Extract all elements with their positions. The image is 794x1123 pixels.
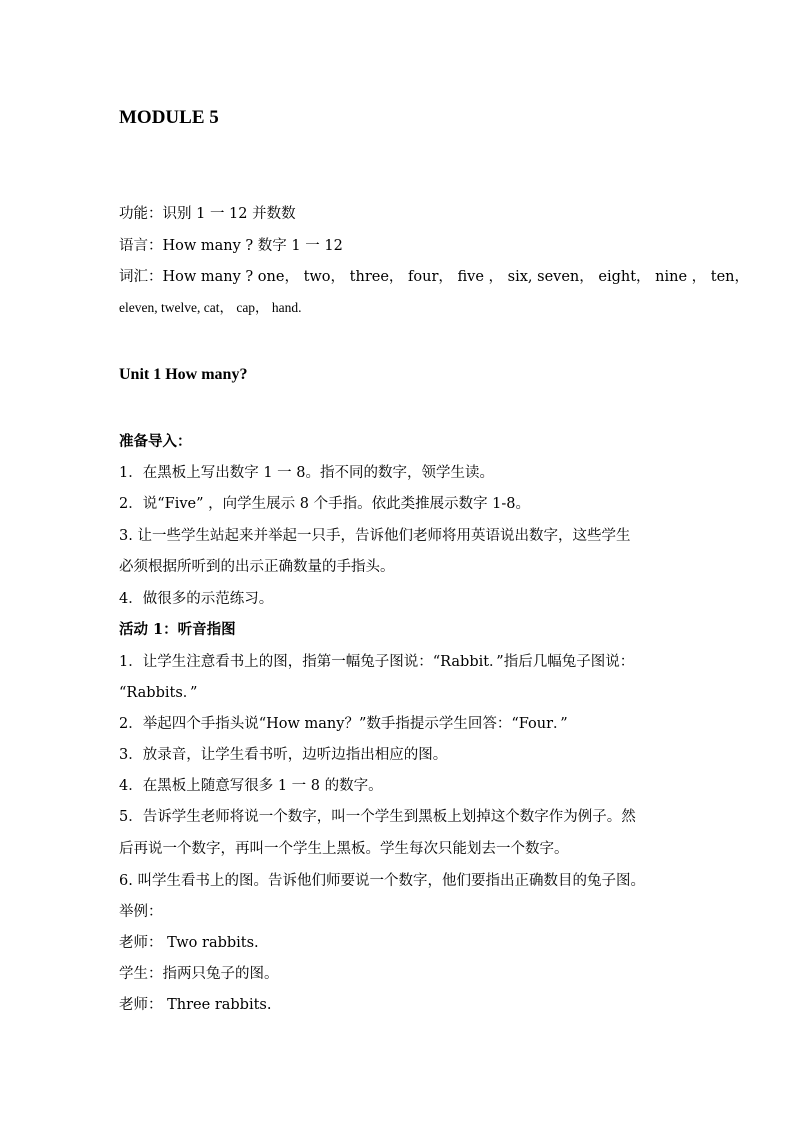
activity1-item: 6. 叫学生看书上的图。告诉他们师要说一个数字，他们要指出正确数目的兔子图。: [119, 873, 645, 889]
activity1-item: 3．放录音，让学生看书听，边听边指出相应的图。: [119, 747, 448, 763]
meta-vocab-line2: eleven, twelve, cat， cap， hand.: [119, 300, 302, 315]
prep-item: 4．做很多的示范练习。: [119, 591, 274, 607]
activity1-item: 老师： Two rabbits.: [119, 935, 259, 951]
meta-vocab-line1: 词汇：How many ? one， two， three， four， five ， six, seven， eight， nine ， ten，: [119, 269, 750, 285]
prep-heading: 准备导入：: [119, 433, 192, 450]
activity1-item: 举例：: [119, 904, 163, 920]
activity1-item: 学生：指两只兔子的图。: [119, 966, 279, 982]
meta-function: 功能：识别 1 一 12 并数数: [119, 206, 296, 222]
prep-item: 2．说“Five” ，向学生展示 8 个手指。依此类推展示数字 1-8。: [119, 496, 531, 512]
module-title: MODULE 5: [119, 107, 219, 128]
activity1-item: 5．告诉学生老师将说一个数字，叫一个学生到黑板上划掉这个数字作为例子。然: [119, 809, 636, 825]
activity1-item: “Rabbits．”: [119, 685, 198, 701]
meta-language: 语言：How many ? 数字 1 一 12: [119, 238, 343, 254]
activity1-heading: 活动 1：听音指图: [119, 621, 236, 638]
unit-title: Unit 1 How many?: [119, 366, 248, 383]
activity1-item: 2．举起四个手指头说“How many？”数手指提示学生回答：“Four．”: [119, 716, 568, 732]
activity1-item: 4．在黑板上随意写很多 1 一 8 的数字。: [119, 778, 383, 794]
activity1-item: 后再说一个数字，再叫一个学生上黑板。学生每次只能划去一个数字。: [119, 841, 569, 857]
activity1-item: 老师： Three rabbits.: [119, 997, 272, 1013]
prep-item: 3. 让一些学生站起来并举起一只手，告诉他们老师将用英语说出数字，这些学生: [119, 528, 631, 544]
prep-item: 必须根据所听到的出示正确数量的手指头。: [119, 559, 395, 575]
activity1-item: 1．让学生注意看书上的图，指第一幅兔子图说：“Rabbit．”指后几幅兔子图说：: [119, 654, 635, 670]
prep-item: 1．在黑板上写出数字 1 一 8。指不同的数字，领学生读。: [119, 465, 495, 481]
